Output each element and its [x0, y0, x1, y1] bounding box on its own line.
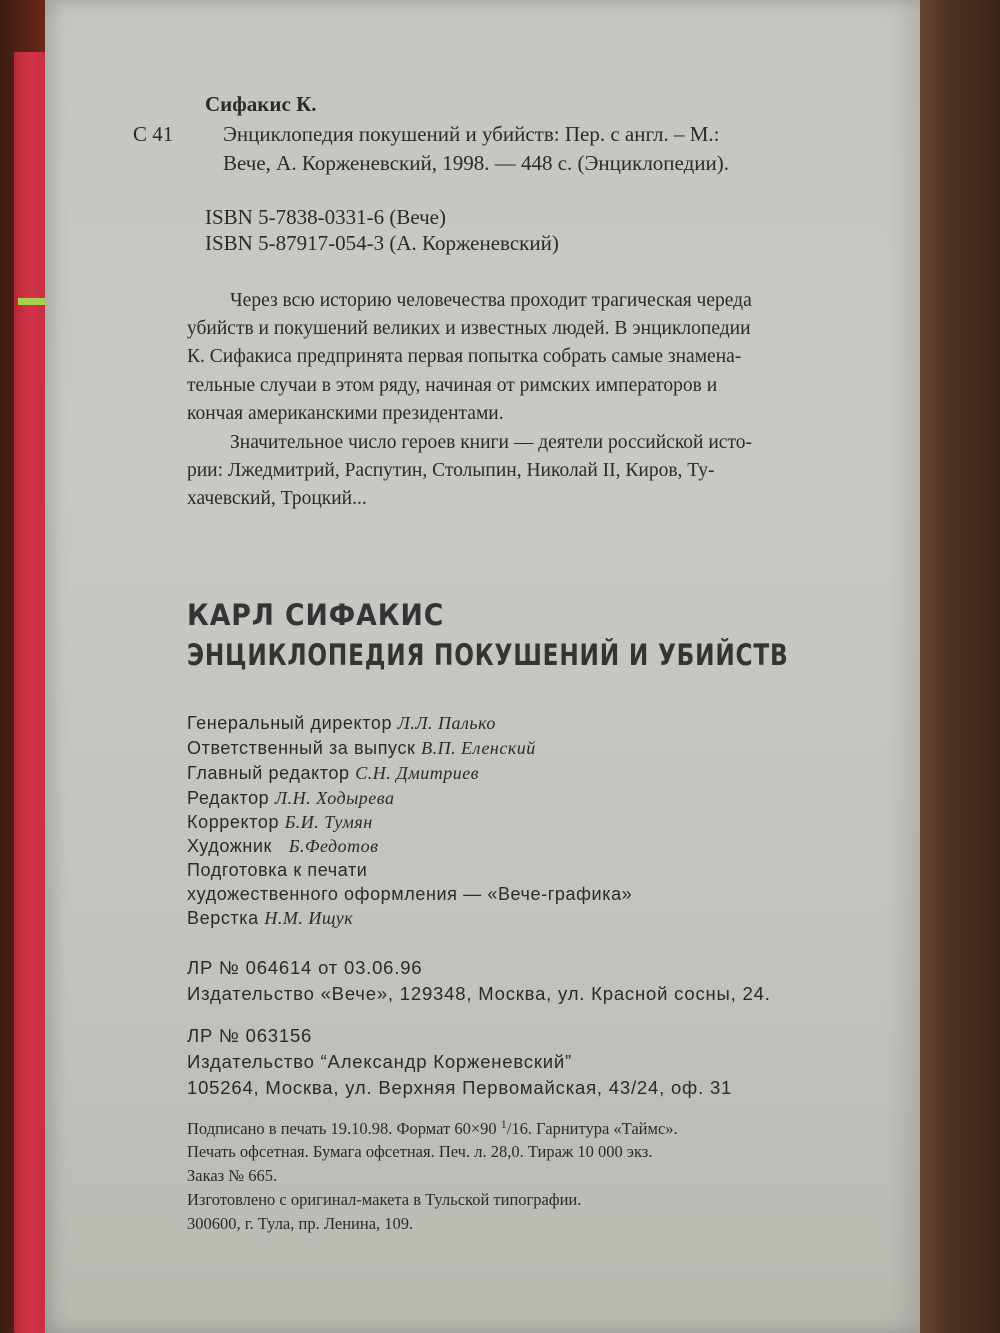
publisher-veche: Издательство «Вече», 129348, Москва, ул. Красной сосны, 24.: [187, 983, 771, 1004]
annotation-line: рии: Лжедмитрий, Распутин, Столыпин, Николай II, Киров, Ту-: [187, 460, 715, 481]
background-surface: [915, 0, 1000, 1333]
imprint-line: Печать офсетная. Бумага офсетная. Печ. л. 28,0. Тираж 10 000 экз.: [187, 1142, 653, 1161]
credit-line: Редактор Л.Н. Ходырева: [187, 788, 395, 808]
catalog-author: Сифакис К.: [205, 92, 317, 116]
title-author: КАРЛ СИФАКИС: [187, 598, 445, 632]
annotation-line: Значительное число героев книги — деятели российской исто-: [230, 432, 752, 453]
isbn-veche: ISBN 5-7838-0331-6 (Вече): [205, 205, 446, 229]
annotation-line: тельные случаи в этом ряду, начиная от римских императоров и: [187, 375, 718, 396]
credit-line: Генеральный директор Л.Л. Палько: [187, 713, 496, 733]
green-bookmark-strip: [18, 298, 48, 305]
isbn-korzhenevsky: ISBN 5-87917-054-3 (А. Корженевский): [205, 231, 559, 255]
annotation-line: Через всю историю человечества проходит трагическая череда: [230, 290, 752, 311]
credit-line: Главный редактор С.Н. Дмитриев: [187, 763, 479, 783]
imprint-line: Заказ № 665.: [187, 1166, 278, 1185]
credit-line: Ответственный за выпуск В.П. Еленский: [187, 738, 536, 758]
license-number-veche: ЛР № 064614 от 03.06.96: [187, 957, 423, 978]
annotation-line: убийств и покушений великих и известных людей. В энциклопедии: [187, 318, 751, 339]
book-page: [45, 0, 920, 1333]
catalog-line-1: Энциклопедия покушений и убийств: Пер. с англ. – М.:: [223, 122, 720, 146]
annotation-line: К. Сифакиса предпринята первая попытка собрать самые знамена-: [187, 346, 742, 367]
credit-line: художественного оформления — «Вече-графика»: [187, 884, 633, 904]
credit-line: Верстка Н.М. Ищук: [187, 908, 354, 928]
license-number-korzhenevsky: ЛР № 063156: [187, 1025, 313, 1046]
credit-line: Подготовка к печати: [187, 860, 368, 880]
book-title: ЭНЦИКЛОПЕДИЯ ПОКУШЕНИЙ И УБИЙСТВ: [187, 638, 789, 672]
publisher-address: 105264, Москва, ул. Верхняя Первомайская, 43/24, оф. 31: [187, 1077, 733, 1098]
annotation-line: кончая американскими президентами.: [187, 403, 504, 424]
imprint-line: 300600, г. Тула, пр. Ленина, 109.: [187, 1214, 414, 1233]
credit-line: Корректор Б.И. Тумян: [187, 812, 373, 832]
imprint-line: Изготовлено с оригинал-макета в Тульской типографии.: [187, 1190, 582, 1209]
credit-line: Художник Б.Федотов: [187, 836, 379, 856]
catalog-code: С 41: [133, 122, 174, 146]
annotation-line: хачевский, Троцкий...: [187, 488, 367, 509]
catalog-line-2: Вече, А. Корженевский, 1998. — 448 с. (Энциклопедии).: [223, 151, 729, 175]
imprint-line: Подписано в печать 19.10.98. Формат 60×90 $^1$/16. Гарнитура «Таймс».: [187, 1117, 678, 1138]
publisher-korzhenevsky: Издательство “Александр Корженевский”: [187, 1051, 572, 1072]
